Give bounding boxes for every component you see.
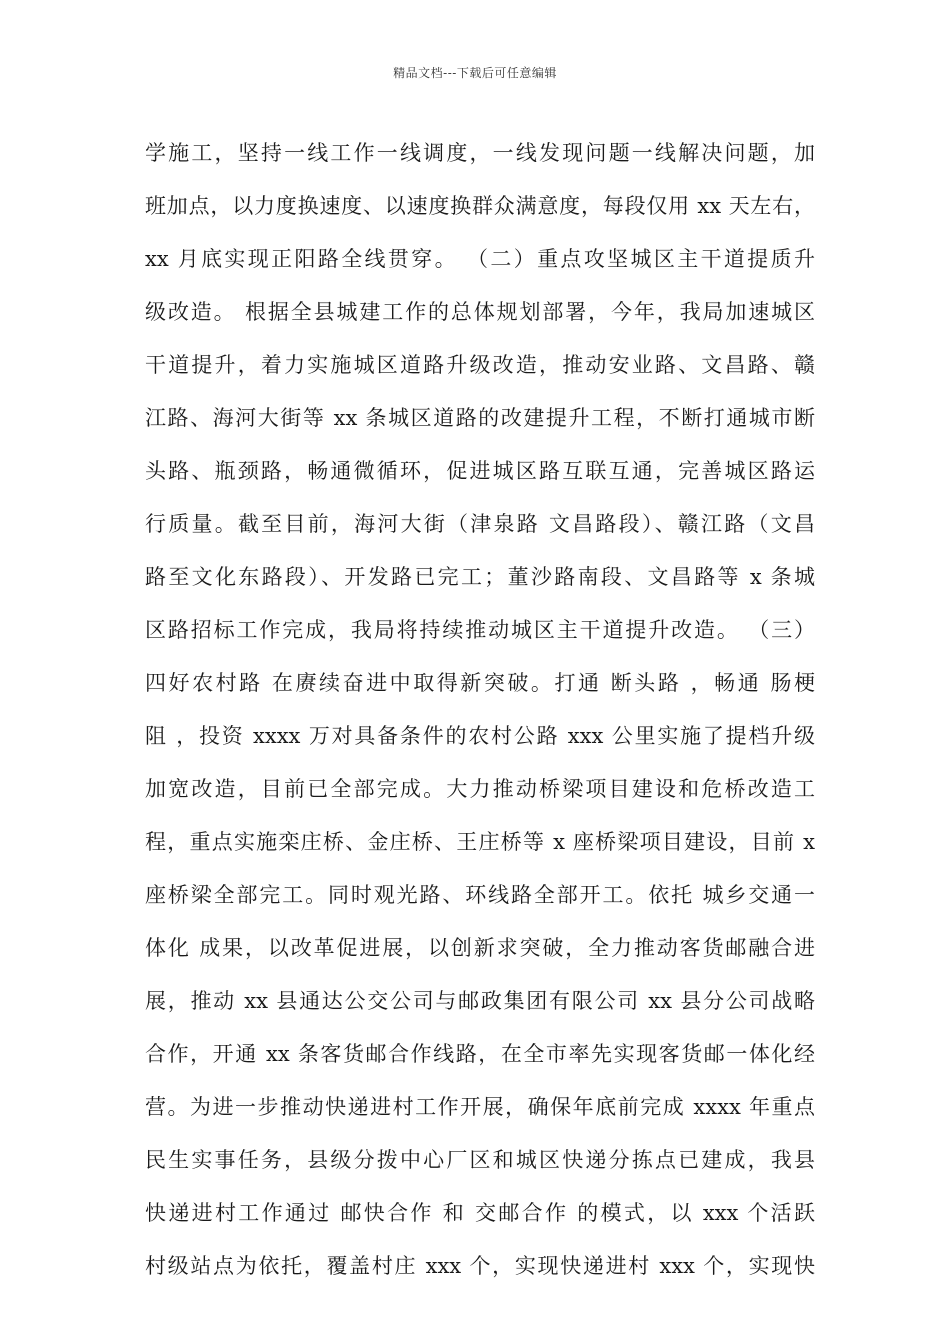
body-line: 快递进村工作通过 邮快合作 和 交邮合作 的模式，以 xxx 个活跃 xyxy=(145,1201,815,1225)
body-line: 村级站点为依托，覆盖村庄 xxx 个，实现快递进村 xxx 个，实现快 xyxy=(145,1254,815,1278)
body-line: 加宽改造，目前已全部完成。大力推动桥梁项目建设和危桥改造工 xyxy=(145,777,815,801)
body-line: 干道提升，着力实施城区道路升级改造，推动安业路、文昌路、赣 xyxy=(145,353,815,377)
body-line: 头路、瓶颈路，畅通微循环，促进城区路互联互通，完善城区路运 xyxy=(145,459,815,483)
body-line: 展，推动 xx 县通达公交公司与邮政集团有限公司 xx 县分公司战略 xyxy=(145,989,815,1013)
body-line: 营。为进一步推动快递进村工作开展，确保年底前完成 xxxx 年重点 xyxy=(145,1095,815,1119)
body-line: 四好农村路 在赓续奋进中取得新突破。打通 断头路 ，畅通 肠梗 xyxy=(145,671,815,695)
body-line: 级改造。 根据全县城建工作的总体规划部署，今年，我局加速城区 xyxy=(145,300,815,324)
body-line: 江路、海河大街等 xx 条城区道路的改建提升工程，不断打通城市断 xyxy=(145,406,815,430)
body-line: 区路招标工作完成，我局将持续推动城区主干道提升改造。 （三） xyxy=(145,618,815,642)
body-line: xx 月底实现正阳路全线贯穿。 （二）重点攻坚城区主干道提质升 xyxy=(145,247,815,271)
body-line: 民生实事任务，县级分拨中心厂区和城区快递分拣点已建成，我县 xyxy=(145,1148,815,1172)
document-body xyxy=(145,131,815,1297)
body-line: 程，重点实施栾庄桥、金庄桥、王庄桥等 x 座桥梁项目建设，目前 x xyxy=(145,830,815,854)
body-line: 座桥梁全部完工。同时观光路、环线路全部开工。依托 城乡交通一 xyxy=(145,883,815,907)
body-line: 路至文化东路段）、开发路已完工；董沙路南段、文昌路等 x 条城 xyxy=(145,565,815,589)
body-line: 行质量。截至目前，海河大街（津泉路 文昌路段）、赣江路（文昌 xyxy=(145,512,815,536)
body-line: 合作，开通 xx 条客货邮合作线路，在全市率先实现客货邮一体化经 xyxy=(145,1042,815,1066)
body-line: 学施工，坚持一线工作一线调度，一线发现问题一线解决问题，加 xyxy=(145,141,815,165)
body-line: 阻 ，投资 xxxx 万对具备条件的农村公路 xxx 公里实施了提档升级 xyxy=(145,724,815,748)
body-line: 体化 成果，以改革促进展，以创新求突破，全力推动客货邮融合进 xyxy=(145,936,815,960)
body-line: 班加点，以力度换速度、以速度换群众满意度，每段仅用 xx 天左右， xyxy=(145,194,815,218)
page-header: 精品文档---下载后可任意编辑 xyxy=(393,66,557,80)
